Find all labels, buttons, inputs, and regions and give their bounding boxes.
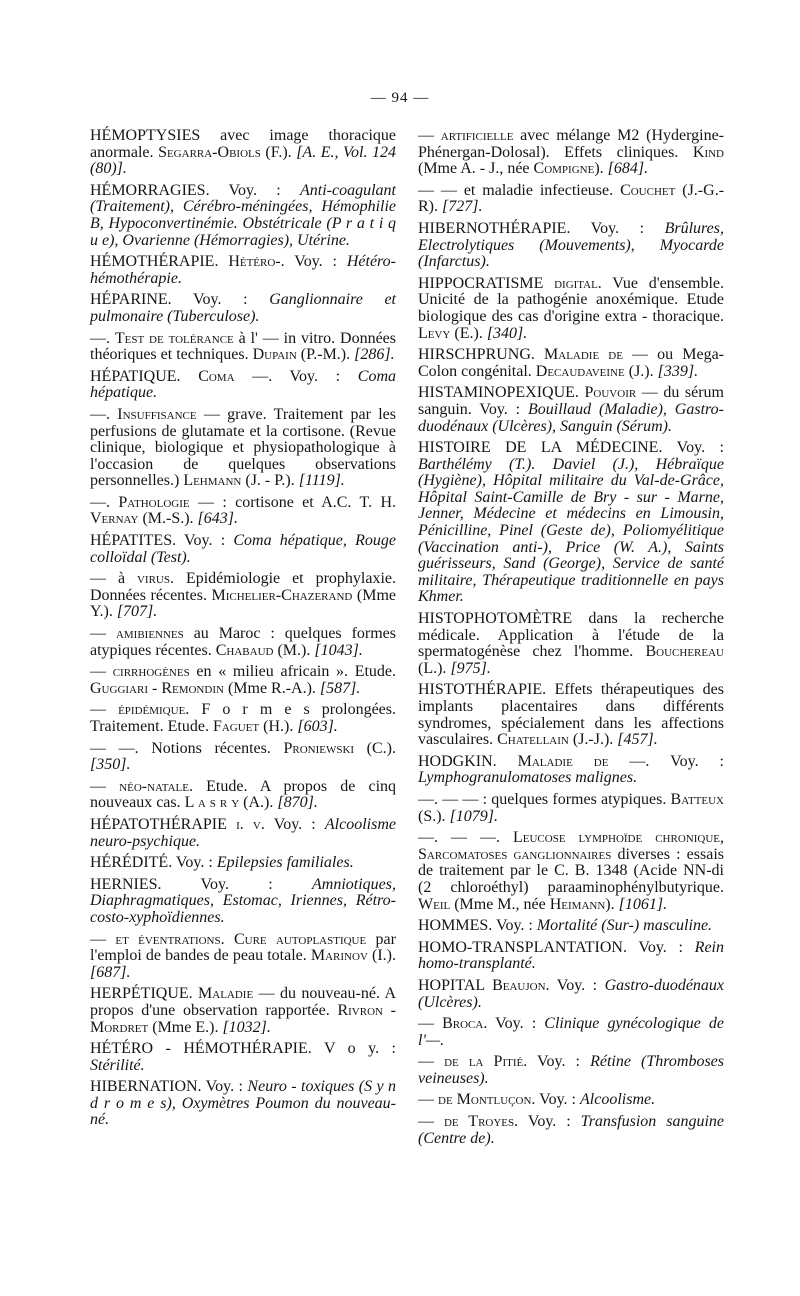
entry-text: Voy. : xyxy=(161,875,312,893)
entry-it: Alcoolisme neuro-psychique. xyxy=(90,815,396,850)
index-entry xyxy=(90,779,396,812)
index-entry xyxy=(418,440,724,606)
entry-head: HERNIES. xyxy=(90,875,162,893)
index-entry xyxy=(418,611,724,677)
index-entry xyxy=(90,292,396,325)
index-entry xyxy=(90,877,396,927)
entry-it: [A. E., Vol. 124 (80)]. xyxy=(90,143,397,178)
index-entry xyxy=(90,533,396,566)
entry-text2: (J.-G.-R). xyxy=(418,181,725,216)
entry-head: HISTOIRE DE LA MÉDECINE. xyxy=(418,439,663,457)
entry-sc2: Levy xyxy=(418,324,451,342)
entry-head: —. xyxy=(90,329,110,347)
entry-it: Amniotiques, Diaphragmatiques, Estomac, Iriennes, Rétro-costo-xyphoïdiennes. xyxy=(90,875,396,926)
entry-text3: (J.). xyxy=(624,362,658,380)
entry-text2: Voy. : xyxy=(535,1091,580,1109)
index-entry xyxy=(418,1092,724,1109)
entry-text2: — du nouveau-né. A propos d'une observation rapportée. xyxy=(90,985,396,1019)
entry-sc2: Vernay xyxy=(90,510,139,528)
entry-it: [1061]. xyxy=(618,895,668,913)
entry-it: [587]. xyxy=(319,679,361,697)
entry-sc3: Heimann xyxy=(549,895,606,913)
entry-text3: (Mme M., née xyxy=(450,895,550,913)
entry-it: [684]. xyxy=(607,160,649,178)
index-entry xyxy=(90,664,396,697)
entry-it: Hétéro-hémothérapie. xyxy=(90,253,397,287)
entry-sc: Couchet xyxy=(620,181,676,199)
entry-sc: Insuffisance xyxy=(117,405,197,423)
entry-head: HÉPATITES. xyxy=(90,532,177,550)
entry-text2: (F.). xyxy=(260,143,297,161)
entry-it: [975]. xyxy=(450,659,491,677)
index-entry xyxy=(418,682,724,748)
entry-text xyxy=(218,253,228,270)
entry-head: HODGKIN. xyxy=(418,752,497,770)
entry-it: [1119]. xyxy=(298,472,345,490)
entry-sc2: Dupain xyxy=(252,346,297,364)
entry-it: [1079]. xyxy=(449,807,499,825)
entry-head: —. — — xyxy=(418,790,479,808)
entry-it: Anti-coagulant (Traitement), Cérébro-méningées, Hémophilie B, Hypoconvertinémie. Obstétricale (P r a t i q u e), Ovarienne (Hémorragies), Utérine. xyxy=(90,181,396,249)
entry-it: Coma hépatique, Rouge colloïdal (Test). xyxy=(90,532,396,566)
entry-sc2: Guggiari - Remondin xyxy=(90,679,224,697)
entry-head: — xyxy=(418,127,434,144)
entry-head: —. — —. xyxy=(418,829,500,847)
index-entry xyxy=(418,276,724,342)
entry-it: [286]. xyxy=(354,346,395,364)
entry-sc: cirrhogènes xyxy=(112,663,190,681)
entry-sc2: Weil xyxy=(418,895,451,913)
entry-sc: Leucose lymphoïde chronique, Sarcomatoses ganglionnaires xyxy=(418,829,724,863)
entry-head: HIBERNATION. xyxy=(90,1078,202,1096)
entry-text xyxy=(106,778,119,795)
entry-sc: Maladie xyxy=(198,985,254,1003)
entry-text xyxy=(106,931,115,948)
entry-head: — xyxy=(418,1015,434,1033)
index-entry xyxy=(90,407,396,490)
entry-sc: digital. xyxy=(554,274,602,292)
entry-it: [339]. xyxy=(657,362,699,380)
entry-sc: Batteux xyxy=(670,790,724,808)
entry-sc2: Decaudaveine xyxy=(535,362,625,380)
entry-text2: (C.). xyxy=(354,739,396,757)
entry-head: HERPÉTIQUE. xyxy=(90,985,193,1003)
entry-sc: Maladie de xyxy=(544,346,623,364)
entry-head: — xyxy=(90,930,106,948)
index-entry xyxy=(90,254,396,287)
entry-text2: (L.). xyxy=(418,659,451,677)
entry-it: Ganglionnaire et pulmonaire (Tuberculose). xyxy=(90,291,397,325)
entry-it: Gastro-duodénaux (Ulcères). xyxy=(418,976,725,1011)
entry-text2: F o r m e s prolongées. Traitement. Etude. xyxy=(90,701,397,735)
entry-text xyxy=(106,701,118,718)
entry-head: HÉPATOTHÉRAPIE xyxy=(90,815,227,833)
entry-head: HÉPATIQUE. xyxy=(90,367,181,385)
index-entry xyxy=(418,221,724,271)
entry-text2: — du sérum sanguin. Voy. : xyxy=(418,384,725,418)
entry-sc2: Rivron - Mordret xyxy=(90,1001,396,1036)
entry-it: Brûlures, Electrolytiques (Mouvements), Myocarde (Infarctus). xyxy=(418,219,724,271)
entry-text: Voy. : xyxy=(176,532,234,550)
entry-text3: (Mme R.-A.). xyxy=(223,679,320,697)
index-entry xyxy=(418,1114,724,1147)
entry-head: HISTOTHÉRAPIE. xyxy=(418,681,547,699)
entry-sc: et éventrations. Cure autoplastique xyxy=(115,930,367,948)
entry-head: — —. xyxy=(90,739,139,757)
entry-head: — xyxy=(90,570,106,588)
index-entry xyxy=(418,347,724,380)
entry-text: Voy. : xyxy=(209,181,301,199)
entry-text xyxy=(535,346,544,363)
entry-sc: Beaujon. xyxy=(492,976,550,994)
entry-text: Voy. : xyxy=(201,1078,248,1096)
entry-head: —. xyxy=(90,405,110,423)
entry-sc: de la Pitié. xyxy=(444,1053,528,1071)
entry-it: [707]. xyxy=(116,603,158,621)
entry-text2: (S.). xyxy=(418,807,450,825)
entry-text3: (J. - P.). xyxy=(241,472,299,490)
entry-sc2: Lehmann xyxy=(183,472,242,490)
entry-head: HÉMOTHÉRAPIE. xyxy=(90,253,219,271)
entry-text2: par l'emploi de bandes de peau totale. xyxy=(90,930,396,965)
entry-text: à xyxy=(106,570,137,588)
entry-text3: (Mme A. - J., née xyxy=(418,160,534,178)
entry-head: HISTOPHOTOMÈTRE xyxy=(418,610,573,628)
entry-it: Epilepsies familiales. xyxy=(216,854,354,872)
entry-text: Voy. : xyxy=(172,854,217,872)
entry-sc: Pouvoir xyxy=(584,384,637,402)
index-entry xyxy=(90,128,396,178)
entry-text2: Epidémiologie et prophylaxie. Données récentes. xyxy=(90,570,396,604)
entry-head: HÉRÉDITÉ. xyxy=(90,854,173,872)
entry-text: Voy. : xyxy=(626,938,695,956)
entry-text2: diverses : essais de traitement par le C. B. 1348 (Acide NN-di (2 chloroéthyl) paraaminophénylbutyrique. xyxy=(418,845,725,896)
index-entry xyxy=(90,932,396,982)
entry-head: HIPPOCRATISME xyxy=(418,274,544,292)
entry-text2: — : cortisone et A.C. T. H. xyxy=(189,493,397,511)
entry-it: [1043]. xyxy=(314,641,363,659)
entry-text: Voy. : xyxy=(492,917,537,935)
entry-sc2: Marinov xyxy=(310,947,368,965)
entry-text xyxy=(434,1015,442,1032)
entry-text xyxy=(543,275,554,292)
entry-it: Alcoolisme. xyxy=(580,1091,656,1109)
entry-text xyxy=(485,977,493,994)
entry-it: [457]. xyxy=(617,731,658,749)
entry-head: — xyxy=(418,1091,434,1109)
entry-it: Rétine (Thromboses veineuses). xyxy=(418,1053,724,1087)
entry-sc: Bouchereau xyxy=(645,643,724,661)
entry-sc: Proniewski xyxy=(283,739,355,757)
entry-sc: i. v. xyxy=(236,815,265,833)
index-entry xyxy=(418,830,724,913)
entry-it: Mortalité (Sur-) masculine. xyxy=(536,917,713,935)
entry-it: Stérilité. xyxy=(90,1056,145,1074)
entry-it: [727]. xyxy=(442,198,483,216)
entry-sc2: Faguet xyxy=(212,718,260,735)
entry-it: Lymphogranulomatoses malignes. xyxy=(418,769,638,787)
entry-text: Notions récentes. xyxy=(138,739,284,757)
entry-text2: Voy. : xyxy=(264,815,325,833)
entry-text3: (E.). xyxy=(450,324,487,342)
entry-text3: (H.). xyxy=(259,718,298,735)
index-entry xyxy=(90,741,396,774)
entry-text3: (A.). xyxy=(239,794,278,812)
entry-text: avec image thoracique anormale. xyxy=(90,127,396,161)
entry-it: [340]. xyxy=(486,324,528,342)
entry-head: HIBERNOTHÉRAPIE. xyxy=(418,219,571,237)
entry-text3: (M.). xyxy=(273,641,315,659)
entry-head: — xyxy=(90,663,106,681)
index-entry xyxy=(418,918,724,935)
entry-head: HÉMOPTYSIES xyxy=(90,127,201,144)
entry-text: dans la recherche médicale. Application à l'étude de la spermatogénèse chez l'homme. xyxy=(418,610,724,661)
entry-text xyxy=(434,1053,444,1070)
entry-it: Rein homo-transplanté. xyxy=(418,938,724,973)
entry-head: — — xyxy=(418,181,457,199)
entry-head: HOMO-TRANSPLANTATION. xyxy=(418,938,627,956)
entry-head: HÉMORRAGIES. xyxy=(90,181,210,199)
entry-text2: Voy. : xyxy=(518,1113,581,1131)
entry-text xyxy=(500,829,513,846)
entry-sc: néo-natale. xyxy=(119,777,193,795)
entry-head: HÉPARINE. xyxy=(90,291,172,309)
index-entry xyxy=(418,385,724,435)
entry-text xyxy=(227,816,236,833)
index-entry xyxy=(90,331,396,364)
entry-it: Neuro - toxiques (S y n d r o m e s), Oxymètres Poumon du nouveau-né. xyxy=(90,1078,397,1129)
entry-head: — xyxy=(418,1113,434,1131)
entry-text2: à l' — in vitro. Données théoriques et techniques. xyxy=(90,329,396,364)
index-entry xyxy=(90,495,396,528)
entry-sc2: L a s r y xyxy=(184,794,240,812)
entry-it: Coma hépatique. xyxy=(90,367,396,402)
entry-text2: (J.-J.). xyxy=(568,731,618,749)
entry-it: [603]. xyxy=(297,718,338,735)
index-entry xyxy=(418,754,724,787)
entry-it: Barthélémy (T.). Daviel (J.), Hébraïque (Hygiène), Hôpital militaire du Val-de-Grâce, Hôpital Saint-Camille de Bry - sur - Marne, Jenner, Médecine et médecins en Limousin, Pénicilline, Pinel (Geste de), Poliomyélitique (Vaccination anti-), Price (W. A.), Saints guérisseurs, Sand (George), Service de santé militaire, Thérapeutique traditionnelle en pays Khmer. xyxy=(418,455,724,606)
entry-text: : quelques formes atypiques. xyxy=(478,790,671,808)
entry-text2: avec mélange M2 (Hydergine-Phénergan-Dolosal). Effets cliniques. xyxy=(418,127,725,161)
left-column xyxy=(90,128,396,1134)
entry-text3: (M.-S.). xyxy=(138,510,198,528)
entry-text: Voy. : xyxy=(662,439,725,457)
entry-text2: — grave. Traitement par les perfusions de glutamate et la cortisone. (Revue clinique, biologique et physiopathologique à l'occasion de quelques observations personnelles.) xyxy=(90,405,397,490)
entry-sc2: Kind xyxy=(692,143,724,161)
index-entry xyxy=(418,183,724,216)
entry-sc: Test de tolérance xyxy=(114,329,234,347)
entry-sc: Hétéro-. xyxy=(228,253,285,271)
entry-sc: épidémique. xyxy=(118,701,190,719)
entry-sc2: Michelier-Chazerand xyxy=(211,586,353,604)
entry-it: Bouillaud (Maladie), Gastro-duodénaux (Ulcères), Sanguin (Sérum). xyxy=(418,400,724,435)
entry-head: —. xyxy=(90,493,110,511)
right-column xyxy=(418,128,724,1152)
entry-head: — xyxy=(90,777,106,795)
entry-it: [350]. xyxy=(90,756,131,774)
entry-text2: Voy. : xyxy=(549,976,605,994)
index-entry xyxy=(418,128,724,178)
entry-text xyxy=(106,625,116,642)
index-entry xyxy=(90,183,396,249)
entry-text2: Voy. : xyxy=(284,253,347,271)
entry-text3: (Mme Y.). xyxy=(90,586,397,621)
entry-head: HISTAMINOPEXIQUE. xyxy=(418,384,579,402)
entry-text: Effets thérapeutiques des implants placentaires dans différents syndromes, spécialement dans les affections vasculaires. xyxy=(418,681,724,749)
index-entry xyxy=(90,702,396,735)
entry-head: HOPITAL xyxy=(418,976,485,994)
index-entry xyxy=(418,1054,724,1087)
entry-head: — xyxy=(90,625,106,643)
page-number: — 94 — xyxy=(370,90,430,106)
entry-sc2: Chabaud xyxy=(215,641,274,659)
entry-it: [687]. xyxy=(90,963,131,981)
entry-text: et maladie infectieuse. xyxy=(456,181,621,199)
entry-text xyxy=(497,753,518,770)
index-entry xyxy=(90,855,396,872)
entry-head: HÉTÉRO - HÉMOTHÉRAPIE. xyxy=(90,1040,312,1058)
entry-text2: Voy. : xyxy=(527,1053,591,1071)
entry-sc: Maladie de xyxy=(517,752,609,770)
entry-text: Voy. : xyxy=(570,219,665,237)
entry-text xyxy=(106,663,113,680)
index-entry xyxy=(418,792,724,825)
entry-text3: (I.). xyxy=(367,947,397,965)
index-entry xyxy=(90,626,396,659)
entry-text xyxy=(434,1113,444,1130)
index-entry xyxy=(90,1079,396,1129)
entry-sc: Segarra-Obiols xyxy=(158,143,261,161)
entry-text2: —. Voy. : xyxy=(234,367,358,385)
entry-head: — xyxy=(418,1053,434,1071)
entry-sc: Pathologie xyxy=(118,493,190,511)
entry-text xyxy=(181,368,199,385)
index-entry xyxy=(418,940,724,973)
entry-head: HIRSCHPRUNG. xyxy=(418,346,535,364)
entry-text2: Voy. : xyxy=(487,1015,545,1033)
entry-text2: — ou Mega-Colon congénital. xyxy=(418,346,725,380)
entry-sc: amibiennes xyxy=(115,625,184,643)
entry-text3: (Mme E.). xyxy=(148,1018,223,1036)
entry-sc: Broca. xyxy=(442,1015,488,1033)
entry-sc: de Troyes. xyxy=(443,1113,519,1131)
entry-sc: Coma xyxy=(198,367,235,385)
entry-text3: (P.-M.). xyxy=(296,346,355,364)
entry-text2: en « milieu africain ». Etude. xyxy=(189,663,397,681)
entry-text2: —. Voy. : xyxy=(608,752,725,770)
index-entry xyxy=(418,1016,724,1049)
entry-sc3: Compigne xyxy=(533,160,595,178)
entry-text4: ). xyxy=(594,160,608,178)
entry-head: HOMMES. xyxy=(418,917,493,935)
entry-text: Voy. : xyxy=(171,291,270,309)
entry-text2: au Maroc : quelques formes atypiques récentes. xyxy=(90,625,397,659)
entry-head: — xyxy=(90,701,106,719)
entry-text2: Vue d'ensemble. Unicité de la pathogénie anoxémique. Etude biologique des cas d'origine extra - thoracique. xyxy=(418,274,724,325)
index-entry xyxy=(90,369,396,402)
entry-sc: artificielle xyxy=(440,127,514,144)
entry-text: V o y. : xyxy=(311,1040,396,1058)
entry-text xyxy=(434,127,441,144)
entry-it: [643]. xyxy=(197,510,238,528)
index-entry xyxy=(90,571,396,621)
index-entry xyxy=(90,986,396,1036)
entry-sc: virus. xyxy=(136,570,174,588)
entry-it: [1032]. xyxy=(222,1018,271,1036)
entry-text2: Etude. A propos de cinq nouveaux cas. xyxy=(90,777,397,812)
index-entry xyxy=(418,978,724,1011)
entry-sc: Chatellain xyxy=(497,731,569,749)
index-entry xyxy=(90,817,396,850)
index-entry xyxy=(90,1041,396,1074)
entry-text4: ). xyxy=(605,895,619,913)
entry-it: [870]. xyxy=(277,794,318,812)
entry-it: Clinique gynécologique de l'—. xyxy=(418,1015,725,1049)
entry-it: Transfusion sanguine (Centre de). xyxy=(418,1113,724,1147)
entry-sc: de Montluçon. xyxy=(438,1091,536,1109)
